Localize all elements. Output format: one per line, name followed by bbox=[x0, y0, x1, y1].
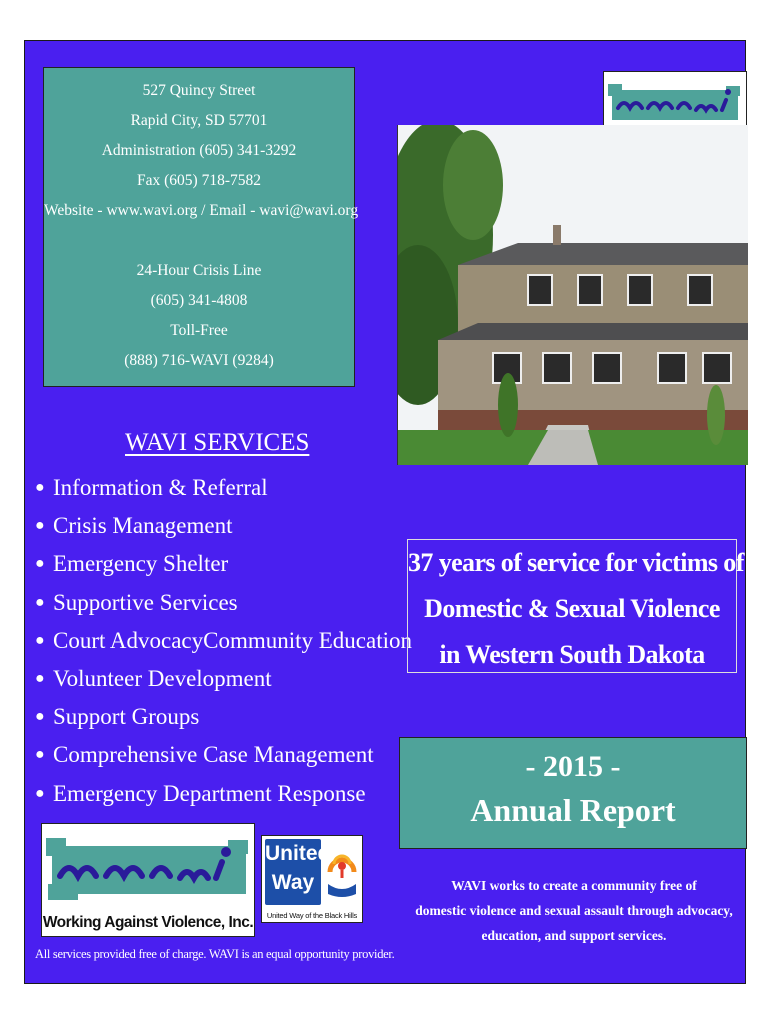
bullet-icon: ● bbox=[35, 784, 45, 802]
united-way-hand-icon bbox=[324, 844, 360, 900]
list-item: ● Supportive Services bbox=[35, 584, 412, 622]
crisis-line-phone: (605) 341-4808 bbox=[150, 292, 248, 309]
list-item: ● Emergency Shelter bbox=[35, 545, 412, 583]
bullet-icon: ● bbox=[35, 555, 45, 573]
annual-report-box bbox=[399, 737, 747, 849]
bullet-icon: ● bbox=[35, 708, 45, 726]
list-item: ● Information & Referral bbox=[35, 469, 412, 507]
bullet-icon: ● bbox=[35, 670, 45, 688]
bullet-icon: ● bbox=[35, 631, 45, 649]
contact-info-box bbox=[43, 67, 359, 387]
crisis-line-title: 24-Hour Crisis Line bbox=[136, 262, 262, 279]
mission-statement: WAVI works to create a community free of domestic violence and sexual assault through advocacy, education, and support services. bbox=[415, 878, 733, 943]
list-item: ● Support Groups bbox=[35, 698, 412, 736]
footer-note: All services provided free of charge. WAVI is an equal opportunity provider. bbox=[35, 947, 395, 961]
headline-line-2: Domestic & Sexual Violence bbox=[424, 594, 720, 623]
bullet-icon: ● bbox=[35, 746, 45, 764]
united-way-subtitle: United Way of the Black Hills bbox=[262, 911, 362, 920]
united-way-wordmark: United Way bbox=[265, 839, 321, 905]
address-street: 527 Quincy Street bbox=[142, 82, 256, 99]
logo-large-label: Working Against Violence, Inc. bbox=[42, 914, 254, 931]
headline-line-3: in Western South Dakota bbox=[439, 640, 705, 669]
services-list bbox=[35, 469, 412, 813]
bullet-icon: ● bbox=[35, 593, 45, 611]
list-item: ● Crisis Management bbox=[35, 507, 412, 545]
list-item: ● Volunteer Development bbox=[35, 660, 412, 698]
wavi-logo-mark-icon bbox=[42, 824, 254, 910]
headline-box bbox=[407, 539, 744, 673]
report-title: Annual Report bbox=[470, 792, 676, 828]
united-way-logo bbox=[261, 835, 363, 923]
report-year: - 2015 - bbox=[525, 750, 621, 783]
address-city: Rapid City, SD 57701 bbox=[130, 112, 268, 129]
list-item: ● Comprehensive Case Management bbox=[35, 736, 412, 774]
website-email: Website - www.wavi.org / Email - wavi@wavi.org bbox=[44, 202, 359, 219]
toll-free-label: Toll-Free bbox=[170, 322, 228, 339]
admin-phone: Administration (605) 341-3292 bbox=[101, 142, 297, 159]
brochure-page bbox=[24, 40, 746, 984]
bullet-icon: ● bbox=[35, 479, 45, 496]
list-item: ● Emergency Department Response bbox=[35, 775, 412, 813]
fax-number: Fax (605) 718-7582 bbox=[137, 172, 261, 189]
wavi-logo-large bbox=[41, 823, 255, 937]
building-photo bbox=[397, 125, 748, 465]
services-title: WAVI SERVICES bbox=[125, 429, 310, 456]
headline-line-1: 37 years of service for victims of bbox=[408, 548, 744, 577]
wavi-logo-mark-icon bbox=[604, 72, 746, 132]
bullet-icon: ● bbox=[35, 517, 45, 535]
list-item: ● Court AdvocacyCommunity Education bbox=[35, 622, 412, 660]
toll-free-phone: (888) 716-WAVI (9284) bbox=[124, 352, 274, 369]
